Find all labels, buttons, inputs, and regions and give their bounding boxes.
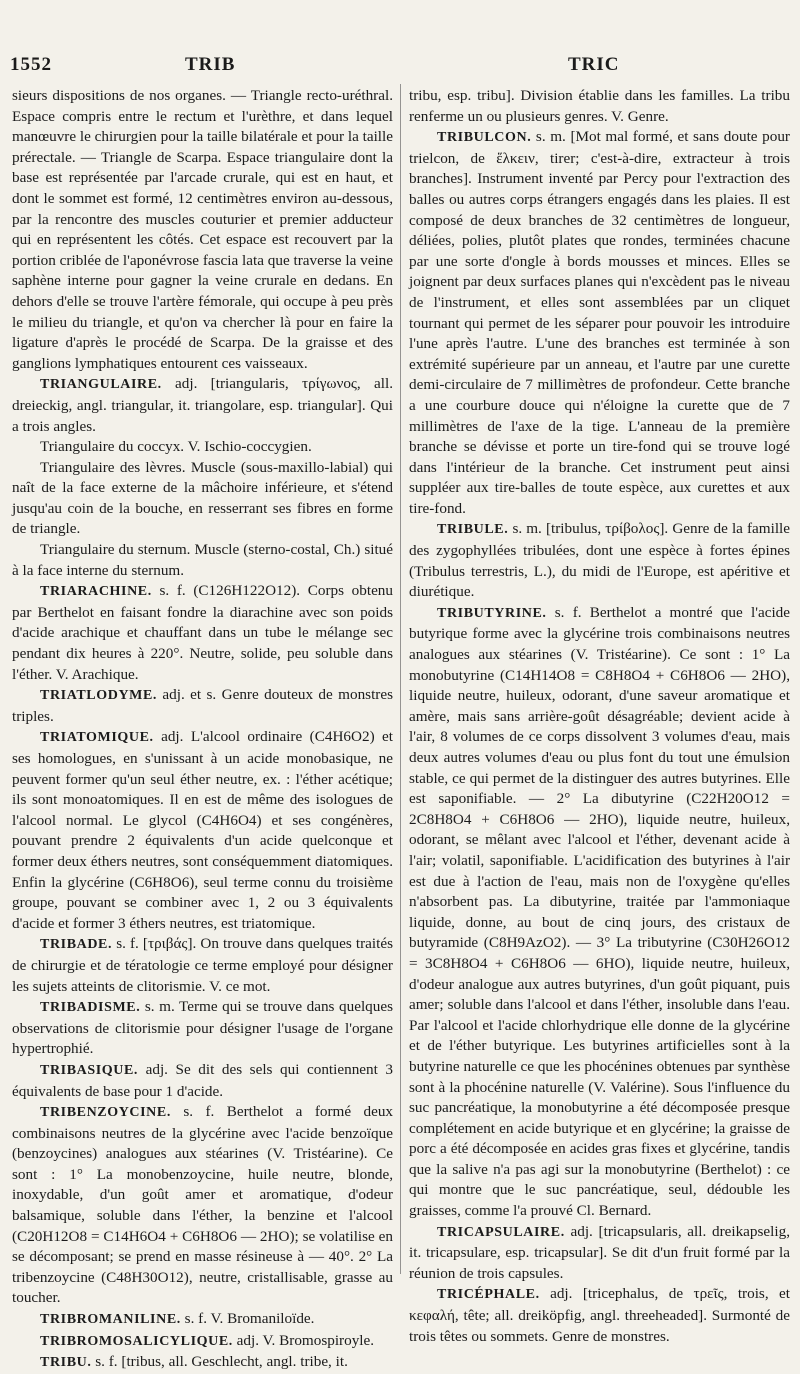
entry-tricapsulaire [409,1222,790,1285]
entry-tribule [409,519,790,602]
headword: TRIANGULAIRE. [40,377,162,393]
entry-tribromaniline [12,1309,393,1331]
entry-tribadisme [12,997,393,1060]
entry-tribulcon [409,127,790,519]
entry-triatomique [12,727,393,934]
entry-tributyrine [409,603,790,1222]
entry-text: s. f. [τριβάς]. On trouve dans quelques traités de chirurgie et de tératologie ce terme employé pour désigner les sujets atteints de clitorismie. V. ce mot. [12,935,393,995]
headword: TRIATOMIQUE. [40,730,154,746]
entry-tribade [12,934,393,997]
headword: TRICAPSULAIRE. [437,1224,565,1240]
entry-text: s. m. Terme qui se trouve dans quelques observations de clitorismie pour désigner l'usage de l'organe hypertrophié. [12,998,393,1058]
entry-text: s. f. V. Bromaniloïde. [184,1310,315,1328]
entry-text: s. m. [tribulus, τρίβολος]. Genre de la famille des zygophyllées tribulées, dont une espèce à fortes épines (Tribulus terrestris, L.), du midi de l'Europe, est apéritive et diurétique. [409,520,791,601]
entry-tribromosalicylique [12,1331,393,1353]
headword: TRIARACHINE. [40,584,152,600]
running-head-right: TRIC [568,54,620,75]
entry-text: adj. [triangularis, τρίγωνος, all. dreieckig, angl. triangular, it. triangolare, esp. triangular]. Qui a trois angles. [12,375,393,435]
entry-text: adj. L'alcool ordinaire (C4H6O2) et ses homologues, en s'unissant à un acide monobasique, ne peuvent former qu'un seul éther neutre, ex. : l'éther acétique; ils sont monoatomiques. Il en est de même des isologues de l'alcool normal. Le glycol (C4H6O4) et ses congénères, pouvant prendre 2 équivalents d'un acide quelconque et former deux éthers neutres, sont conséquemment diatomiques. Enfin la glycérine (C6H8O6), seul terme connu du troisième groupe, pouvant se combiner avec 1, 2 ou 3 équivalents d'acide et former 3 éthers neutres, est triatomique. [12,728,394,932]
entry-text: s. f. Berthelot a formé deux combinaisons neutres de la glycérine avec l'acide benzoïque (benzoycines) analogues aux stéarines (V. Tristéarine). Ce sont : 1° La monobenzoycine, huile neutre, blonde, inoxydable, d'un goût amer et aromatique, d'odeur balsamique, soluble dans l'éther, la benzine et l'alcool (C20H12O8 = C14H6O4 + C6H8O6 — 2HO); se volatilise en se décomposant; se prend en masse résineuse à — 40°. 2° La tribenzoycine (C48H30O12), neutre, cristallisable, grasse au toucher. [12,1103,394,1307]
entry-triatlodyme [12,685,393,727]
right-column [409,86,790,1347]
left-column [12,86,393,1374]
entry-text: s. f. [tribus, all. Geschlecht, angl. tribe, it. [95,1353,348,1371]
entry-text: s. f. Berthelot a montré que l'acide butyrique forme avec la glycérine trois combinaisons neutres analogues aux stéarines (V. Tristéarine). Ce sont : 1° La monobutyrine (C14H14O8 = C8H8O4 + C6H8O6 — 2HO), liquide neutre, huileux, odorant, d'une saveur aromatique et amère, mais sans arrière-goût désagréable; devient acide à l'air, 8 volumes de ce corps dissolvent 3 volumes d'eau, mais deux autres volumes d'eau ou plus font du tout une émulsion stable, ce qui permet de la distinguer des autres butyrines. Elle est saponifiable. — 2° La dibutyrine (C22H20O12 = 2C8H8O4 + C6H8O6 — 2HO), liquide neutre, huileux, odorant, se mêlant avec l'alcool et l'éther, devenant acide à l'air; volatil, saponifiable. L'acidification des butyrines à l'air est due à l'action de l'eau, mais non de l'oxygène qu'elles n'absorbent pas. La dibutyrine, traitée par l'ammoniaque liquide, donne, au bout de cinq jours, des cristaux de butyramide (C8H9AzO2). — 3° La tributyrine (C30H26O12 = 3C8H8O4 + C6H8O6 — 6HO), liquide neutre, huileux, d'odeur analogue aux autres butyrines, d'un goût piquant, puis amer; soluble dans l'alcool et dans l'éther, insoluble dans l'eau. Par l'alcool et l'acide chlorhydrique elle donne de la glycérine et de l'éther butyrique. Les butyrines artificielles sont à la butyrine naturelle ce que les phocénines obtenues par synthèse sont à la phocénine naturelle (V. Valérine). Sous l'influence du suc pancréatique, la monobutyrine a été décomposée presque complétement en acide butyrique et en glycérine; la graisse de porc a été décomposée en acides gras fixes et glycérine, tandis que la salive n'a pas agi sur la monobutyrine (Berthelot) : ce qui montre que le suc pancréatique, seul, dédouble les graisses, comme l'a prouvé Cl. Bernard. [409,603,790,1220]
entry-continuation: sieurs dispositions de nos organes. — Triangle recto-uréthral. Espace compris entre le rectum et l'urèthre, et dans lequel manœuvre le chirurgien pour la taille bilatérale et pour la taille prérectale. — Triangle de Scarpa. Espace triangulaire dont la base est représentée par l'arcade crurale, qui est en haut, et dont le sommet est formé, 12 centimètres environ au-dessous, par la rencontre des muscles couturier et premier adducteur qui en représentent les côtés. Cet espace est recouvert par la portion criblée de l'aponévrose fascia lata que traverse la veine saphène interne pour gagner la veine crurale en dedans. En dehors d'elle se trouve l'artère fémorale, qui occupe à peu près le milieu du triangle, et qu'on va chercher là pour en faire la ligature d'après le procédé de Scarpa. De la graisse et des ganglions lymphatiques entourent ces vaisseaux. [12,87,393,372]
running-header [0,54,800,78]
subentry-levres: Triangulaire des lèvres. Muscle (sous-maxillo-labial) qui naît de la face externe de la mâchoire inférieure, et s'étend jusqu'au coin de la bouche, en resserrant ses fibres en forme de triangle. [12,458,393,538]
subentry-coccyx: Triangulaire du coccyx. V. Ischio-coccygien. [40,438,312,456]
entry-tribenzoycine [12,1102,393,1309]
entry-triarachine [12,581,393,685]
headword: TRIBULCON. [437,130,532,146]
headword: TRIBENZOYCINE. [40,1105,171,1121]
column-divider [400,84,401,1274]
headword: TRIBUTYRINE. [437,605,547,621]
headword: TRIBROMANILINE. [40,1312,181,1328]
entry-text: adj. V. Bromospiroyle. [236,1331,375,1349]
headword: TRIATLODYME. [40,688,158,704]
entry-text: s. f. (C126H122O12). Corps obtenu par Berthelot en faisant fondre la diarachine avec son poids d'acide arachique et chauffant dans un tube le mélange sec pendant dix heures à 220°. Neutre, solide, peu soluble dans l'éther. V. Arachique. [12,582,393,683]
entry-text: adj. [tricapsularis, all. dreikapselig, it. tricapsulare, esp. tricapsular]. Se dit d'un fruit formé par la réunion de trois capsules. [409,1222,790,1282]
headword: TRIBASIQUE. [40,1062,139,1078]
entry-tribasique [12,1060,393,1102]
entry-tribu [12,1352,393,1374]
headword: TRIBADISME. [40,1000,141,1016]
entry-continuation: tribu, esp. tribu]. Division établie dans les familles. La tribu renferme un ou plusieurs genres. V. Genre. [409,87,790,125]
headword: TRIBULE. [437,522,509,538]
headword: TRIBROMOSALICYLIQUE. [40,1333,233,1349]
headword: TRICÉPHALE. [437,1287,540,1303]
headword: TRIBADE. [40,937,113,953]
page-number: 1552 [10,54,52,75]
subentry-sternum: Triangulaire du sternum. Muscle (sterno-costal, Ch.) situé à la face interne du sternum. [12,541,393,579]
running-head-left: TRIB [185,54,236,75]
entry-text: s. m. [Mot mal formé, et sans doute pour trielcon, de ἕλκειν, tirer; c'est-à-dire, extracteur à trois branches]. Instrument inventé par Percy pour l'extraction des balles ou autres corps étrangers engagés dans les plaies. Il est composé de deux branches de 32 centimètres de longueur, déliées, polies, plutôt plates que rondes, terminées chacune par une sorte d'ongle à bords mousses et minces. Elles se joignent par deux surfaces planes qui n'excèdent pas le niveau de l'instrument, et elles sont assemblées par un cliquet tournant qui permet de les séparer pour pouvoir les introduire l'une après l'autre. L'une des branches est terminée à son extrémité supérieure par un anneau, et l'autre par une curette demi-circulaire de 7 millimètres de profondeur. Cette branche a une courbure douce qui n'éloigne la curette que de 7 millimètres de l'axe de la tige. L'anneau de la première branche se dévisse et porte un tire-fond qui se trouve logé dans l'intérieur de la branche. Cet instrument peut ainsi suppléer aux tire-balles de toute espèce, aux curettes et aux tire-fond. [409,128,790,517]
entry-triangulaire [12,374,393,437]
entry-text: adj. et s. Genre douteux de monstres triples. [12,686,394,725]
headword: TRIBU. [40,1355,92,1371]
entry-text: adj. [tricephalus, de τρεῖς, trois, et κεφαλή, tête; all. dreiköpfig, angl. threeheaded]. Surmonté de trois têtes ou sommets. Genre de monstres. [409,1285,790,1345]
entry-text: adj. Se dit des sels qui contiennent 3 équivalents de base pour 1 d'acide. [12,1060,394,1100]
